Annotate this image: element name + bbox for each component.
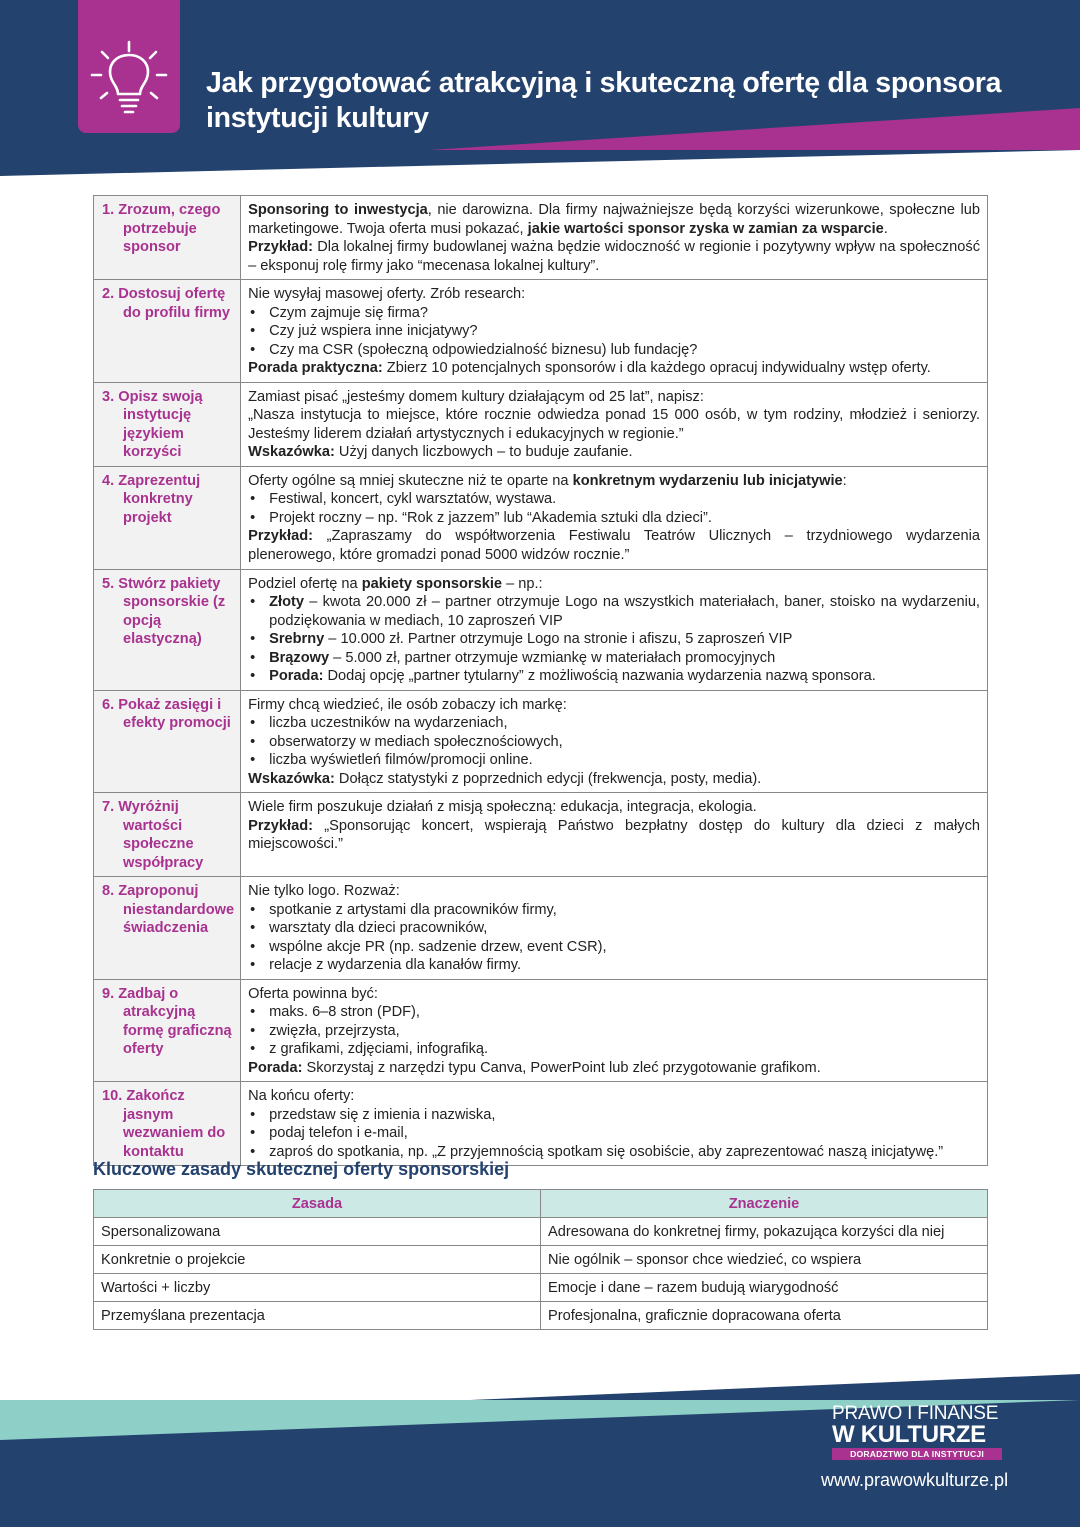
step-4-content: Oferty ogólne są mniej skuteczne niż te oparte na konkretnym wydarzeniu lub inicjatywie: • Festiwal, koncert, cykl warsztatów, wystawa. • Projekt roczny – np. “Rok z jazzem” lub “Akademia sztuki dla dzieci”. Przykład: „Zapraszamy do współtworzenia Festiwalu Teatrów Ulicznych – trzydniowego wydarzenia plenerowego, które gromadzi ponad 5000 widzów rocznie.” — [241, 466, 988, 569]
list-item: • Czy ma CSR (społeczną odpowiedzialność biznesu) lub fundację? — [248, 341, 980, 360]
table-row — [94, 1274, 988, 1302]
list-item: • przedstaw się z imienia i nazwiska, — [248, 1106, 980, 1125]
step-1-content: Sponsoring to inwestycja, nie darowizna. Dla firmy najważniejsze będą korzyści wizerunkowe, społeczne lub marketingowe. Twoja oferta musi pokazać, jakie wartości sponsor zyska w zamian za wsparcie. Przykład: Dla lokalnej firmy budowlanej ważna będzie widoczność w regionie i pozytywny wpływ na społeczność – eksponuj rolę firmy jako “mecenasa lokalnej kultury”. — [241, 196, 988, 280]
step-5-content: Podziel ofertę na pakiety sponsorskie – np.: • Złoty – kwota 20.000 zł – partner otrzymuje Logo na wszystkich materiałach, baner, stoisko na wydarzeniu, podziękowania w mediach, 10 zaproszeń VIP • Srebrny – 10.000 zł. Partner otrzymuje Logo na stronie i afiszu, 5 zaproszeń VIP • Brązowy – 5.000 zł, partner otrzymuje wzmiankę w materiałach promocyjnych • Porada: Dodaj opcję „partner tytularny” z możliwością nazwania wydarzenia nazwą sponsora. — [241, 569, 988, 690]
meaning-cell: Profesjonalna, graficznie dopracowana oferta — [541, 1302, 988, 1330]
step-7-title: 7. Wyróżnij wartości społeczne współpracy — [94, 793, 241, 877]
step-4-list — [248, 490, 980, 527]
brand-line2: W KULTURZE — [832, 1421, 986, 1448]
list-item: • zaproś do spotkania, np. „Z przyjemnością spotkam się osobiście, aby zaprezentować naszą inicjatywę.” — [248, 1143, 980, 1162]
step-row-7 — [94, 793, 988, 877]
step-2-list — [248, 304, 980, 360]
step-7-content: Wiele firm poszukuje działań z misją społeczną: edukacja, integracja, ekologia. Przykład: „Sponsorując koncert, wspierają Państwo bezpłatny dostęp do kultury dla dzieci z małych miejscowości.” — [241, 793, 988, 877]
list-item: • liczba wyświetleń filmów/promocji online. — [248, 751, 980, 770]
meaning-cell: Emocje i dane – razem budują wiarygodność — [541, 1274, 988, 1302]
table-row — [94, 1302, 988, 1330]
meaning-cell: Nie ogólnik – sponsor chce wiedzieć, co wspiera — [541, 1246, 988, 1274]
step-4-title: 4. Zaprezentuj konkretny projekt — [94, 466, 241, 569]
principles-table — [93, 1189, 988, 1330]
step-3-content: Zamiast pisać „jesteśmy domem kultury działającym od 25 lat”, napisz: „Nasza instytucja to miejsce, które rocznie odwiedza ponad 15 000 osób, w tym rodziny, młodzież i seniorzy. Jesteśmy liderem działań artystycznych i edukacyjnych w regionie.” Wskazówka: Użyj danych liczbowych – to buduje zaufanie. — [241, 382, 988, 466]
step-8-content: Nie tylko logo. Rozważ: • spotkanie z artystami dla pracowników firmy, • warsztaty dla dzieci pracowników, • wspólne akcje PR (np. sadzenie drzew, event CSR), • relacje z wydarzenia dla kanałów firmy. — [241, 877, 988, 980]
list-item: • Projekt roczny – np. “Rok z jazzem” lub “Akademia sztuki dla dzieci”. — [248, 509, 980, 528]
page-header — [0, 0, 1080, 180]
step-row-1 — [94, 196, 988, 280]
list-item: • Srebrny – 10.000 zł. Partner otrzymuje Logo na stronie i afiszu, 5 zaproszeń VIP — [248, 630, 980, 649]
step-row-3 — [94, 382, 988, 466]
meaning-cell: Adresowana do konkretnej firmy, pokazująca korzyści dla niej — [541, 1218, 988, 1246]
list-item: • relacje z wydarzenia dla kanałów firmy. — [248, 956, 980, 975]
step-row-4 — [94, 466, 988, 569]
website-link[interactable]: www.prawowkulturze.pl — [821, 1470, 1009, 1490]
step-5-list — [248, 593, 980, 686]
page-title-line1: Jak przygotować atrakcyjną i skuteczną ofertę dla sponsora — [206, 67, 1002, 99]
principles-header-row — [94, 1190, 988, 1218]
step-10-content: Na końcu oferty: • przedstaw się z imienia i nazwiska, • podaj telefon i e-mail, • zaproś do spotkania, np. „Z przyjemnością spotkam się osobiście, aby zaprezentować naszą inicjatywę.” — [241, 1082, 988, 1166]
brand-tagline: DORADZTWO DLA INSTYTUCJI — [832, 1448, 1002, 1460]
step-6-content: Firmy chcą wiedzieć, ile osób zobaczy ich markę: • liczba uczestników na wydarzeniach, • obserwatorzy w mediach społecznościowych, • liczba wyświetleń filmów/promocji online. Wskazówka: Dołącz statystyki z poprzednich edycji (frekwencja, posty, media). — [241, 690, 988, 793]
step-row-2 — [94, 280, 988, 383]
lightbulb-badge — [78, 0, 180, 133]
step-row-10 — [94, 1082, 988, 1166]
page-title — [206, 66, 1026, 136]
brand-logo — [832, 1404, 1002, 1460]
step-row-6 — [94, 690, 988, 793]
brand-line1: PRAWO I FINANSE — [832, 1403, 999, 1424]
list-item: • liczba uczestników na wydarzeniach, — [248, 714, 980, 733]
list-item: • Złoty – kwota 20.000 zł – partner otrzymuje Logo na wszystkich materiałach, baner, stoisko na wydarzeniu, podziękowania w mediach, 10 zaproszeń VIP — [248, 593, 980, 630]
steps-table — [93, 195, 988, 1166]
list-item: • Czy już wspiera inne inicjatywy? — [248, 322, 980, 341]
step-10-list — [248, 1106, 980, 1162]
step-10-title: 10. Zakończ jasnym wezwaniem do kontaktu — [94, 1082, 241, 1166]
column-header-meaning: Znaczenie — [541, 1190, 988, 1218]
list-item: • z grafikami, zdjęciami, infografiką. — [248, 1040, 980, 1059]
step-1-title: 1. Zrozum, czego potrzebuje sponsor — [94, 196, 241, 280]
list-item: • wspólne akcje PR (np. sadzenie drzew, event CSR), — [248, 938, 980, 957]
list-item: • spotkanie z artystami dla pracowników firmy, — [248, 901, 980, 920]
table-row — [94, 1246, 988, 1274]
step-row-9 — [94, 979, 988, 1082]
step-6-title: 6. Pokaż zasięgi i efekty promocji — [94, 690, 241, 793]
list-item: • maks. 6–8 stron (PDF), — [248, 1003, 980, 1022]
step-9-content: Oferta powinna być: • maks. 6–8 stron (PDF), • zwięzła, przejrzysta, • z grafikami, zdjęciami, infografiką. Porada: Skorzystaj z narzędzi typu Canva, PowerPoint lub zleć przygotowanie grafikom. — [241, 979, 988, 1082]
step-9-title: 9. Zadbaj o atrakcyjną formę graficzną oferty — [94, 979, 241, 1082]
list-item: • warsztaty dla dzieci pracowników, — [248, 919, 980, 938]
list-item: • obserwatorzy w mediach społecznościowych, — [248, 733, 980, 752]
rule-cell: Wartości + liczby — [94, 1274, 541, 1302]
rule-cell: Przemyślana prezentacja — [94, 1302, 541, 1330]
page-footer — [0, 1370, 1080, 1527]
page-title-line2: instytucji kultury — [206, 102, 429, 134]
list-item: • zwięzła, przejrzysta, — [248, 1022, 980, 1041]
list-item: • podaj telefon i e-mail, — [248, 1124, 980, 1143]
step-row-5 — [94, 569, 988, 690]
step-2-content: Nie wysyłaj masowej oferty. Zrób research: • Czym zajmuje się firma? • Czy już wspiera inne inicjatywy? • Czy ma CSR (społeczną odpowiedzialność biznesu) lub fundację? Porada praktyczna: Zbierz 10 potencjalnych sponsorów i dla każdego opracuj indywidualny wstęp oferty. — [241, 280, 988, 383]
step-5-title: 5. Stwórz pakiety sponsorskie (z opcją elastyczną) — [94, 569, 241, 690]
step-8-list — [248, 901, 980, 975]
step-row-8 — [94, 877, 988, 980]
step-9-list — [248, 1003, 980, 1059]
step-8-title: 8. Zaproponuj niestandardowe świadczenia — [94, 877, 241, 980]
step-2-title: 2. Dostosuj ofertę do profilu firmy — [94, 280, 241, 383]
lightbulb-icon — [90, 38, 168, 118]
rule-cell: Konkretnie o projekcie — [94, 1246, 541, 1274]
step-6-list — [248, 714, 980, 770]
list-item: • Czym zajmuje się firma? — [248, 304, 980, 323]
table-row — [94, 1218, 988, 1246]
column-header-rule: Zasada — [94, 1190, 541, 1218]
principles-title: Kluczowe zasady skutecznej oferty sponsorskiej — [93, 1159, 510, 1179]
step-3-title: 3. Opisz swoją instytucję językiem korzyści — [94, 382, 241, 466]
list-item: • Porada: Dodaj opcję „partner tytularny” z możliwością nazwania wydarzenia nazwą sponsora. — [248, 667, 980, 686]
rule-cell: Spersonalizowana — [94, 1218, 541, 1246]
list-item: • Festiwal, koncert, cykl warsztatów, wystawa. — [248, 490, 980, 509]
list-item: • Brązowy – 5.000 zł, partner otrzymuje wzmiankę w materiałach promocyjnych — [248, 649, 980, 668]
